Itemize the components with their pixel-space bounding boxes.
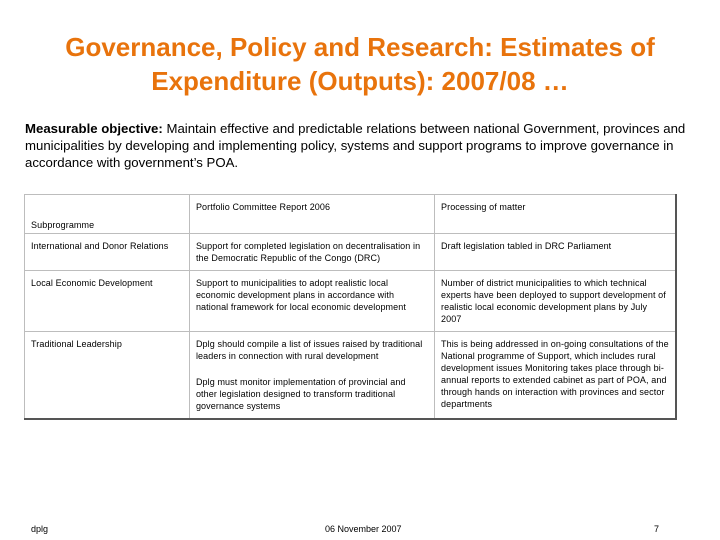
outputs-table bbox=[24, 194, 677, 420]
footer-org: dplg bbox=[31, 524, 49, 534]
report-paragraph: Dplg should compile a list of issues raised by traditional leaders in connection with rural development bbox=[195, 339, 423, 361]
cell-subprogramme: International and Donor Relations bbox=[25, 234, 190, 271]
slide-title: Governance, Policy and Research: Estimates of Expenditure (Outputs): 2007/08 … bbox=[65, 32, 655, 96]
table-header-row bbox=[25, 195, 677, 234]
cell-processing: This is being addressed in on-going consultations of the National programme of Support, which includes rural development issues Monitoring takes place through bi-annual reports to extended cabinet as part of POA, and through hands on interaction with provinces and sector departments bbox=[435, 332, 677, 420]
table-row bbox=[25, 332, 677, 420]
header-processing: Processing of matter bbox=[435, 195, 677, 234]
footer-date: 06 November 2007 bbox=[325, 524, 402, 534]
cell-subprogramme: Traditional Leadership bbox=[25, 332, 190, 420]
cell-report bbox=[189, 332, 434, 420]
header-subprogramme: Subprogramme bbox=[25, 195, 190, 234]
cell-processing: Number of district municipalities to which technical experts have been deployed to support development of realistic local economic development plans by July 2007 bbox=[435, 271, 677, 332]
report-paragraph: Dplg must monitor implementation of provincial and other legislation designed to transform traditional governance systems bbox=[195, 377, 406, 411]
cell-processing: Draft legislation tabled in DRC Parliament bbox=[435, 234, 677, 271]
page-number: 7 bbox=[654, 524, 660, 534]
objective-text: Maintain effective and predictable relations between national Government, provinces and municipalities by developing and implementing policy, systems and support programs to improve governance in accordance with government’s POA. bbox=[25, 121, 686, 170]
objective-label: Measurable objective: bbox=[25, 121, 163, 136]
measurable-objective bbox=[25, 120, 695, 171]
cell-report: Support to municipalities to adopt realistic local economic development plans in accordance with national framework for local economic development bbox=[189, 271, 434, 332]
cell-report: Support for completed legislation on decentralisation in the Democratic Republic of the Congo (DRC) bbox=[189, 234, 434, 271]
table-row bbox=[25, 271, 677, 332]
cell-subprogramme: Local Economic Development bbox=[25, 271, 190, 332]
header-portfolio-report: Portfolio Committee Report 2006 bbox=[189, 195, 434, 234]
table-row bbox=[25, 234, 677, 271]
